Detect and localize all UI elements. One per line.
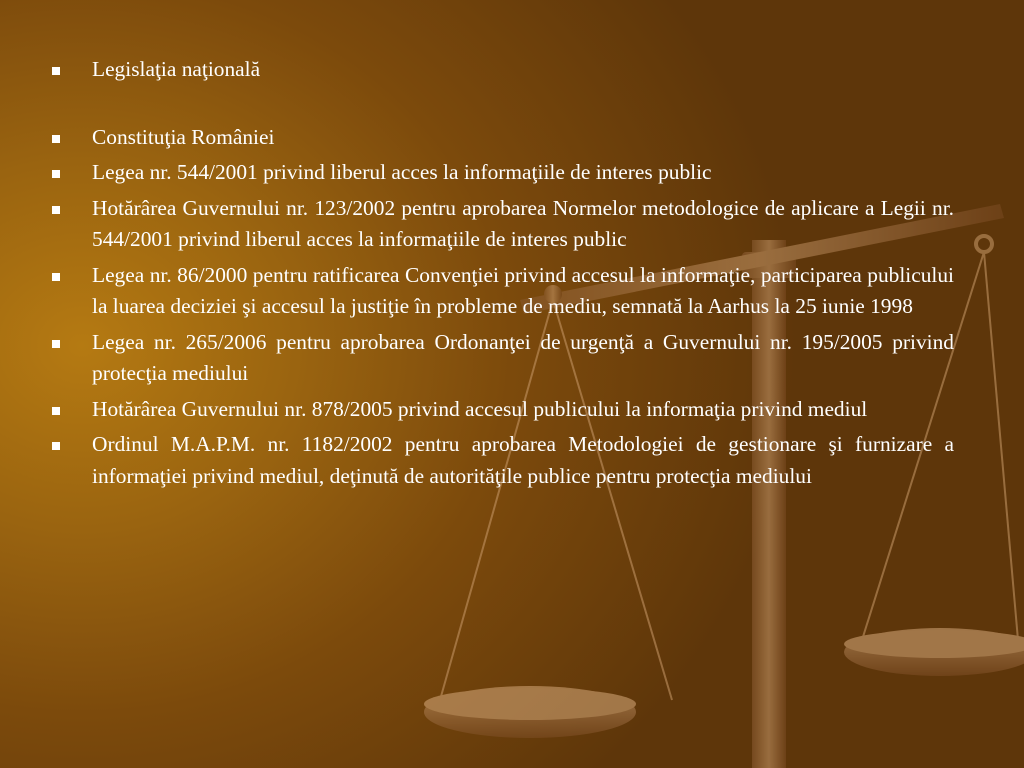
list-item bbox=[52, 327, 954, 390]
square-bullet-icon bbox=[52, 135, 60, 143]
scale-beam-ring bbox=[976, 236, 992, 252]
square-bullet-icon bbox=[52, 340, 60, 348]
list-item-text: Legislaţia naţională bbox=[92, 57, 261, 81]
list-item bbox=[52, 122, 954, 154]
square-bullet-icon bbox=[52, 442, 60, 450]
square-bullet-icon bbox=[52, 170, 60, 178]
list-item bbox=[52, 429, 954, 492]
list-item-text: Hotărârea Guvernului nr. 878/2005 privind accesul publicului la informaţia privind mediul bbox=[92, 396, 868, 421]
list-item-text: Constituţia României bbox=[92, 124, 275, 149]
scale-right-string bbox=[984, 252, 1018, 640]
list-item bbox=[52, 394, 954, 426]
list-item-text: Legea nr. 544/2001 privind liberul acces la informaţiile de interes public bbox=[92, 160, 712, 184]
square-bullet-icon bbox=[52, 273, 60, 281]
list-item-text: Ordinul M.A.P.M. nr. 1182/2002 pentru aprobarea Metodologiei de gestionare şi furnizare a informaţiei privind mediul, deţinută de autorităţile publice pentru protecţia mediului bbox=[92, 432, 954, 488]
list-item bbox=[52, 260, 954, 323]
square-bullet-icon bbox=[52, 67, 60, 75]
legislation-list bbox=[52, 54, 954, 492]
list-item-text: Legea nr. 265/2006 pentru aprobarea Ordonanţei de urgenţă a Guvernului nr. 195/2005 privind protecţia mediului bbox=[92, 329, 954, 385]
square-bullet-icon bbox=[52, 206, 60, 214]
square-bullet-icon bbox=[52, 407, 60, 415]
list-item bbox=[52, 157, 954, 189]
list-item-text: Hotărârea Guvernului nr. 123/2002 pentru aprobarea Normelor metodologice de aplicare a Legii nr. 544/2001 privind liberul acces la informaţiile de interes public bbox=[92, 195, 954, 251]
list-item bbox=[52, 193, 954, 256]
list-item-text: Legea nr. 86/2000 pentru ratificarea Convenţiei privind accesul la informaţie, participarea publicului la luarea deciziei şi accesul la justiţie în probleme de mediu, semnată la Aarhus la 25 iunie 1998 bbox=[92, 262, 954, 318]
slide-content bbox=[52, 54, 954, 496]
list-item bbox=[52, 54, 954, 86]
